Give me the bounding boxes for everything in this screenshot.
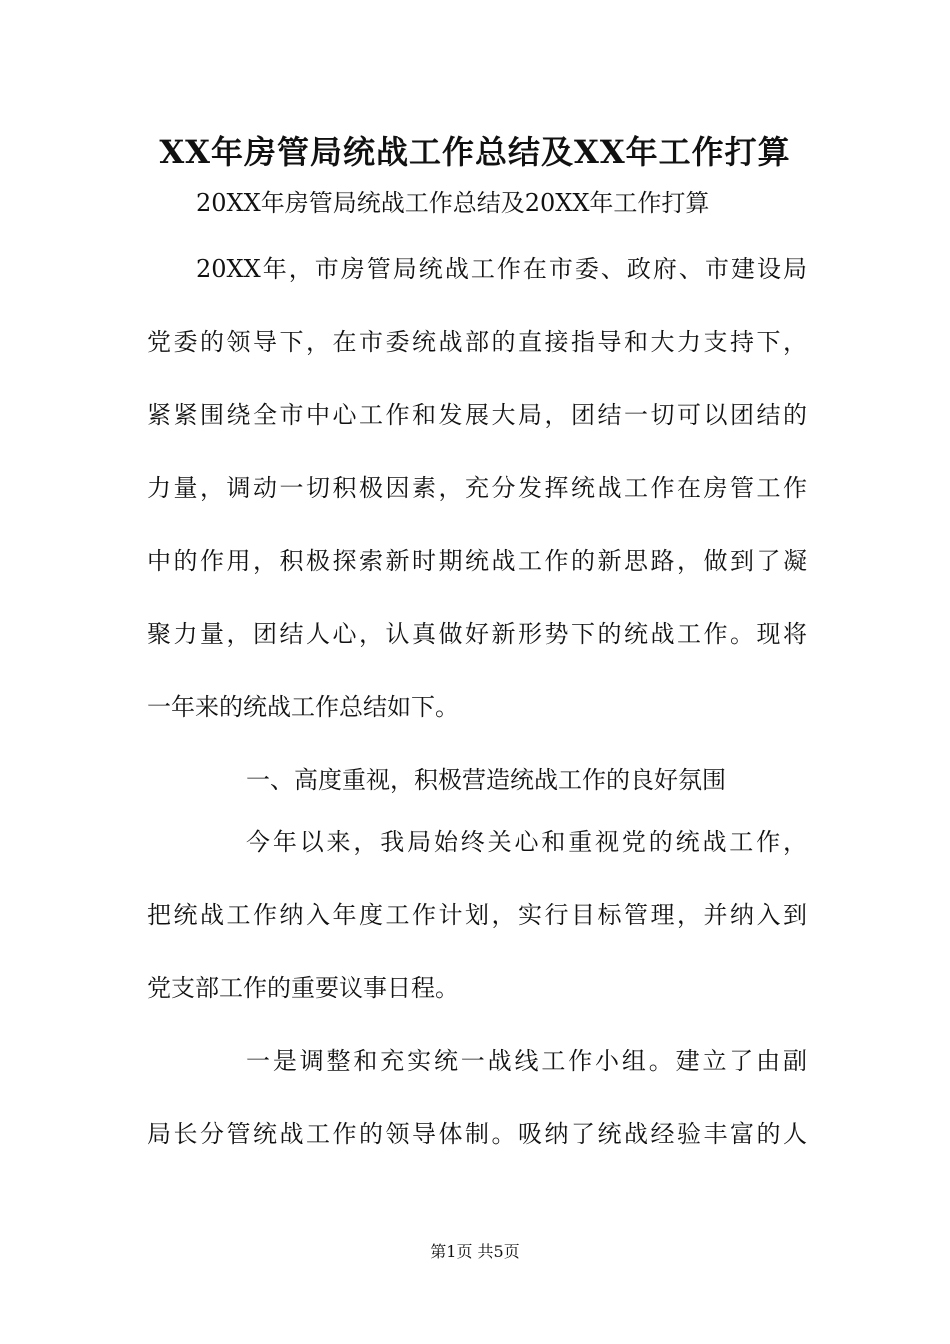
paragraph-line: 局长分管统战工作的领导体制。吸纳了统战经验丰富的人 <box>147 1120 807 1148</box>
paragraph-line: 聚力量，团结人心，认真做好新形势下的统战工作。现将 <box>147 620 807 648</box>
document-title: XX年房管局统战工作总结及XX年工作打算 <box>159 133 791 171</box>
paragraph-line: 20XX年，市房管局统战工作在市委、政府、市建设局 <box>196 255 807 283</box>
paragraph-line: 一是调整和充实统一战线工作小组。建立了由副 <box>246 1047 807 1075</box>
document-subtitle: 20XX年房管局统战工作总结及20XX年工作打算 <box>196 189 710 217</box>
section-heading: 一、高度重视，积极营造统战工作的良好氛围 <box>246 766 726 794</box>
paragraph-line: 党支部工作的重要议事日程。 <box>147 974 459 1002</box>
paragraph-line: 力量，调动一切积极因素，充分发挥统战工作在房管工作 <box>147 474 807 502</box>
page-number-footer: 第1页 共5页 <box>430 1242 520 1261</box>
paragraph-line: 党委的领导下，在市委统战部的直接指导和大力支持下， <box>147 328 807 356</box>
paragraph-line: 紧紧围绕全市中心工作和发展大局，团结一切可以团结的 <box>147 401 807 429</box>
paragraph-line: 把统战工作纳入年度工作计划，实行目标管理，并纳入到 <box>147 901 807 929</box>
paragraph-line: 中的作用，积极探索新时期统战工作的新思路，做到了凝 <box>147 547 807 575</box>
paragraph-line: 今年以来，我局始终关心和重视党的统战工作， <box>246 828 807 856</box>
paragraph-line: 一年来的统战工作总结如下。 <box>147 693 459 721</box>
